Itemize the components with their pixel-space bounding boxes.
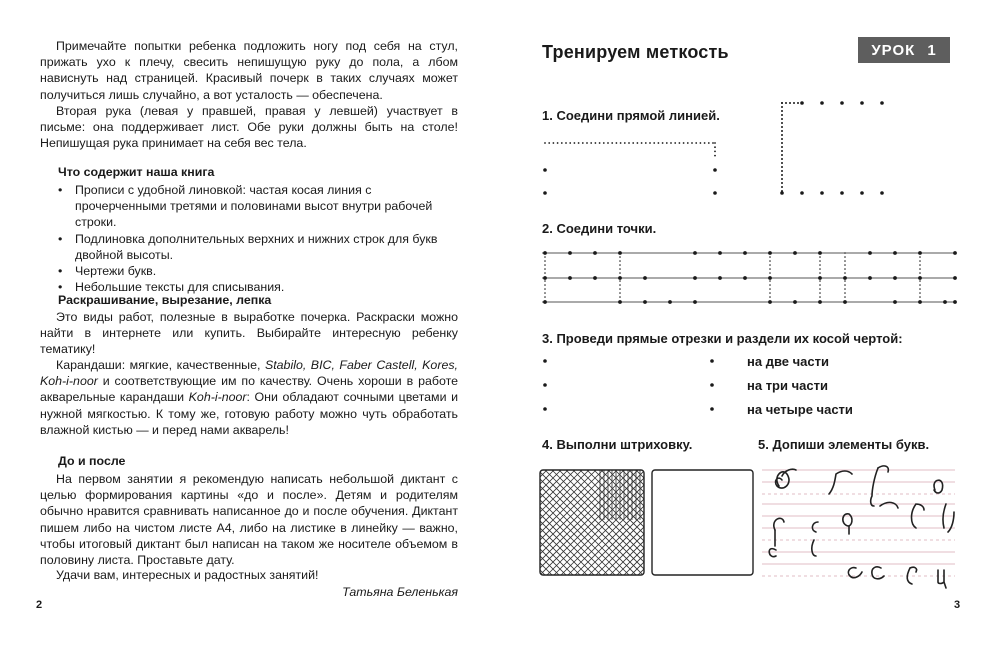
guide-dot xyxy=(860,101,864,105)
guide-dot xyxy=(919,264,921,266)
guide-dot xyxy=(781,114,783,116)
guide-dot xyxy=(781,110,783,112)
guide-dot xyxy=(769,284,771,286)
guide-dot xyxy=(868,276,872,280)
guide-dot xyxy=(619,268,621,270)
guide-dot xyxy=(619,296,621,298)
guide-dot xyxy=(844,300,846,302)
guide-dot xyxy=(860,191,864,195)
task-1-right-frame xyxy=(780,101,884,195)
guide-dot xyxy=(844,252,846,254)
guide-dot xyxy=(919,300,921,302)
guide-dot xyxy=(880,101,884,105)
guide-dot xyxy=(819,268,821,270)
author-signature: Татьяна Беленькая xyxy=(342,585,458,599)
task-5-letter-elements xyxy=(762,466,955,588)
guide-dot xyxy=(793,102,795,104)
guide-dot xyxy=(628,142,630,144)
guide-dot xyxy=(769,268,771,270)
guide-dot xyxy=(607,142,609,144)
guide-dot xyxy=(800,101,804,105)
guide-dot xyxy=(700,142,702,144)
hatch-line xyxy=(594,470,699,575)
pencils-paragraph: Карандаши: мягкие, качественные, Stabilo, BIC, Faber Castell, Kores, Koh-i-noor и соответствующие им по качеству. Очень хороши в работе акварельные карандаши Koh-i-noor: Они обладают сочными цветами и нужной мягкостью. К тому же, готовую работу можно чуть обработать влажной кистью — и перед нами акварель! xyxy=(40,358,458,437)
guide-dot xyxy=(819,252,821,254)
guide-dot xyxy=(781,126,783,128)
guide-dot xyxy=(712,142,714,144)
hatch-line xyxy=(601,470,706,575)
guide-dot xyxy=(544,296,546,298)
guide-dot xyxy=(714,155,716,157)
guide-dot xyxy=(718,251,722,255)
guide-dot xyxy=(781,106,783,108)
part-label-two: на две части xyxy=(747,354,829,369)
guide-dot xyxy=(781,142,783,144)
hatch-line xyxy=(500,470,552,575)
guide-dot xyxy=(781,146,783,148)
page-number-right: 3 xyxy=(954,599,961,611)
part-label-three: на три части xyxy=(747,378,828,393)
guide-dot xyxy=(670,142,672,144)
list-item: • Подлиновка дополнительных верхних и нижних строк для букв двойной высоты. xyxy=(58,231,458,263)
guide-dot xyxy=(649,142,651,144)
guide-dot xyxy=(781,162,783,164)
hatching-square-empty xyxy=(652,470,753,575)
page-number-left: 2 xyxy=(36,599,43,611)
guide-dot xyxy=(919,272,921,274)
guide-dot xyxy=(819,272,821,274)
guide-dot xyxy=(544,256,546,258)
guide-dot xyxy=(693,276,697,280)
guide-dot xyxy=(769,288,771,290)
guide-dot xyxy=(844,264,846,266)
hatch-lines xyxy=(500,470,762,575)
guide-dot xyxy=(781,166,783,168)
left-page xyxy=(0,0,500,651)
guide-dot xyxy=(603,142,605,144)
guide-dot xyxy=(619,284,621,286)
list-item: • Чертежи букв. xyxy=(58,263,458,279)
letter-element xyxy=(812,540,816,556)
guide-dot xyxy=(620,142,622,144)
guide-dot xyxy=(544,276,546,278)
guide-dot xyxy=(769,292,771,294)
guide-dot xyxy=(691,142,693,144)
guide-dot xyxy=(769,264,771,266)
guide-dot xyxy=(619,280,621,282)
guide-dot xyxy=(683,142,685,144)
guide-dot xyxy=(820,191,824,195)
guide-dot xyxy=(844,284,846,286)
part-label-four: на четыре части xyxy=(747,402,853,417)
hatch-line xyxy=(629,470,734,575)
lesson-word: УРОК xyxy=(871,41,916,59)
guide-dot xyxy=(590,142,592,144)
guide-dot xyxy=(714,142,716,144)
guide-dot xyxy=(880,191,884,195)
guide-dot xyxy=(844,292,846,294)
guide-dot xyxy=(781,154,783,156)
dictation-paragraph: На первом занятии я рекомендую написать небольшой диктант с целью формирования картины «до и после». Детям и родителям обычно нравится сравнивать написанное до и после обучения. Диктант пишем либо на чистом листе А4, либо на листике в линейку — важно, чтобы итоговый диктант был написан на таком же носителе объемом в половину листа. Проставьте дату. xyxy=(40,472,458,568)
guide-dot xyxy=(544,284,546,286)
crafts-heading: Раскрашивание, вырезание, лепка xyxy=(58,293,272,307)
guide-dot xyxy=(708,142,710,144)
letter-element xyxy=(938,570,946,588)
guide-dot xyxy=(743,251,747,255)
guide-dot xyxy=(769,276,771,278)
guide-dot xyxy=(919,276,921,278)
guide-dot xyxy=(840,191,844,195)
guide-dot xyxy=(544,300,546,302)
guide-dot xyxy=(844,260,846,262)
guide-dot xyxy=(785,102,787,104)
guide-dot xyxy=(769,272,771,274)
guide-dot xyxy=(769,296,771,298)
guide-dot xyxy=(893,300,897,304)
guide-dot xyxy=(919,292,921,294)
guide-dot xyxy=(893,251,897,255)
guide-dot xyxy=(714,151,716,153)
book-contents-list xyxy=(58,182,458,295)
guide-dot xyxy=(632,142,634,144)
guide-dot xyxy=(953,251,957,255)
letter-elements xyxy=(769,466,954,588)
guide-dot xyxy=(844,296,846,298)
guide-dot xyxy=(593,251,597,255)
guide-dot xyxy=(593,276,597,280)
guide-dot xyxy=(637,142,639,144)
guide-dot xyxy=(769,300,771,302)
guide-dot xyxy=(544,292,546,294)
guide-dot xyxy=(840,101,844,105)
guide-dot xyxy=(819,260,821,262)
guide-dot xyxy=(819,280,821,282)
guide-dot xyxy=(769,252,771,254)
letter-element xyxy=(872,567,884,579)
hatch-line xyxy=(500,470,603,575)
guide-dot xyxy=(679,142,681,144)
guide-dot xyxy=(781,150,783,152)
guide-dot xyxy=(781,102,783,104)
hatch-line xyxy=(650,470,755,575)
guide-dot xyxy=(619,252,621,254)
guide-dot xyxy=(919,284,921,286)
guide-dot xyxy=(695,142,697,144)
guide-dot xyxy=(714,146,716,148)
hatch-line xyxy=(622,470,727,575)
guide-dot xyxy=(789,102,791,104)
guide-dot xyxy=(653,142,655,144)
task-1-dots xyxy=(543,101,884,195)
page-title: Тренируем меткость xyxy=(542,42,729,62)
letter-element xyxy=(812,522,818,532)
hatch-line xyxy=(643,470,748,575)
guide-dot xyxy=(553,142,555,144)
guide-dot xyxy=(819,276,821,278)
guide-dot xyxy=(919,252,921,254)
guide-dot xyxy=(718,276,722,280)
guide-dot xyxy=(781,138,783,140)
handwriting-ruling xyxy=(762,470,955,576)
guide-dot xyxy=(844,276,846,278)
hatch-line xyxy=(645,470,750,575)
hatch-line xyxy=(500,470,589,575)
guide-dot xyxy=(619,264,621,266)
guide-dot xyxy=(820,101,824,105)
guide-dot xyxy=(780,191,784,195)
letter-element xyxy=(871,468,878,506)
guide-dot xyxy=(544,268,546,270)
guide-dot xyxy=(619,276,621,278)
guide-dot xyxy=(557,142,559,144)
hatch-line xyxy=(631,470,736,575)
guide-dot xyxy=(599,142,601,144)
guide-dot xyxy=(643,276,647,280)
guide-dot xyxy=(743,276,747,280)
guide-dot xyxy=(769,280,771,282)
guide-dot xyxy=(769,260,771,262)
guide-dot xyxy=(844,280,846,282)
guide-dot xyxy=(619,260,621,262)
hatch-line xyxy=(652,470,757,575)
guide-dot xyxy=(586,142,588,144)
letter-element xyxy=(878,466,888,472)
task-5-label: 5. Допиши элементы букв. xyxy=(758,437,930,452)
guide-dot xyxy=(800,191,804,195)
guide-dot xyxy=(819,284,821,286)
guide-dot xyxy=(819,288,821,290)
letter-element xyxy=(829,471,852,494)
guide-dot xyxy=(561,142,563,144)
guide-dot xyxy=(544,260,546,262)
guide-dot xyxy=(953,276,957,280)
hatch-line xyxy=(500,470,554,575)
guide-dot xyxy=(548,142,550,144)
guide-dot xyxy=(819,296,821,298)
guide-dot xyxy=(844,288,846,290)
guide-dot xyxy=(781,134,783,136)
hatch-line xyxy=(500,470,540,575)
guide-dot xyxy=(595,142,597,144)
before-after-heading: До и после xyxy=(58,454,126,468)
hatch-line xyxy=(500,470,545,575)
guide-dot xyxy=(674,142,676,144)
list-item: • Небольшие тексты для списывания. xyxy=(58,279,458,295)
exercise-drawings xyxy=(500,0,1001,651)
guide-dot xyxy=(582,142,584,144)
second-hand-paragraph: Вторая рука (левая у правшей, правая у левшей) участвует в письме: она поддерживает лист. Обе руки должны быть на столе! Непишущая рука принимает на себя вес тела. xyxy=(40,104,458,151)
guide-dot xyxy=(893,276,897,280)
task-3-label: 3. Проведи прямые отрезки и раздели их косой чертой: xyxy=(542,331,903,346)
guide-dot xyxy=(819,300,821,302)
guide-dot xyxy=(793,300,797,304)
guide-dot xyxy=(619,292,621,294)
guide-dot xyxy=(616,142,618,144)
guide-dot xyxy=(643,300,647,304)
guide-dot xyxy=(611,142,613,144)
guide-dot xyxy=(844,268,846,270)
guide-dot xyxy=(645,142,647,144)
guide-dot xyxy=(668,300,672,304)
guide-dot xyxy=(797,102,799,104)
task-4-label: 4. Выполни штриховку. xyxy=(542,437,693,452)
lesson-number: 1 xyxy=(927,41,937,59)
letter-element xyxy=(880,502,898,508)
guide-dot xyxy=(544,264,546,266)
guide-dot xyxy=(781,170,783,172)
guide-dot xyxy=(769,256,771,258)
guide-dot xyxy=(693,251,697,255)
guide-dot xyxy=(568,276,572,280)
guide-dot xyxy=(544,288,546,290)
guide-dot xyxy=(919,268,921,270)
guide-dot xyxy=(619,288,621,290)
guide-dot xyxy=(919,288,921,290)
guide-dot xyxy=(919,296,921,298)
task-1-label: 1. Соедини прямой линией. xyxy=(542,108,720,123)
guide-dot xyxy=(619,272,621,274)
guide-dot xyxy=(781,174,783,176)
crafts-paragraph: Это виды работ, полезные в выработке почерка. Раскраски можно найти в интернете или купить. Выбирайте интересную ребенку тематику! xyxy=(40,310,458,357)
guide-dot xyxy=(619,300,621,302)
guide-dot xyxy=(662,142,664,144)
guide-dot xyxy=(544,272,546,274)
guide-dot xyxy=(693,300,697,304)
hatch-line xyxy=(615,470,720,575)
guide-dot xyxy=(624,142,626,144)
guide-dot xyxy=(793,251,797,255)
guide-dot xyxy=(544,252,546,254)
guide-dot xyxy=(658,142,660,144)
guide-dot xyxy=(919,256,921,258)
guide-dot xyxy=(919,280,921,282)
hatch-line xyxy=(657,470,762,575)
guide-dot xyxy=(919,260,921,262)
guide-dot xyxy=(781,118,783,120)
guide-dot xyxy=(544,142,546,144)
guide-dot xyxy=(704,142,706,144)
guide-dot xyxy=(781,158,783,160)
guide-dot xyxy=(781,122,783,124)
guide-dot xyxy=(687,142,689,144)
guide-dot xyxy=(781,178,783,180)
guide-dot xyxy=(819,292,821,294)
guide-dot xyxy=(568,251,572,255)
guide-dot xyxy=(544,280,546,282)
intro-paragraph: Примечайте попытки ребенка подложить ногу под себя на стул, прижать ухо к плечу, свесить непишущую руку до пола, а лбом нависнуть над страницей. Красивый почерк в таких случаях может получиться лишь случайно, а вот усталость — обеспечена. xyxy=(40,39,458,102)
guide-dot xyxy=(569,142,571,144)
list-item: • Прописи с удобной линовкой: частая косая линия с прочерченными третями и половинами высот внутри рабочей строки. xyxy=(58,182,458,231)
task-3-dots xyxy=(543,359,714,411)
guide-dot xyxy=(781,186,783,188)
guide-dot xyxy=(819,264,821,266)
letter-element xyxy=(769,549,776,557)
guide-dot xyxy=(953,300,957,304)
guide-dot xyxy=(565,142,567,144)
guide-dot xyxy=(619,256,621,258)
guide-dot xyxy=(943,300,947,304)
task-2-label: 2. Соедини точки. xyxy=(542,221,657,236)
book-contents-heading: Что содержит наша книга xyxy=(58,165,215,179)
letter-element xyxy=(948,512,954,532)
guide-dot xyxy=(844,272,846,274)
wishes-paragraph: Удачи вам, интересных и радостных занятий! xyxy=(56,568,319,582)
task-2-lines xyxy=(542,251,957,304)
task-4-hatching xyxy=(500,470,762,575)
guide-dot xyxy=(666,142,668,144)
guide-dot xyxy=(641,142,643,144)
task-1-dotted-guide xyxy=(544,142,716,156)
hatch-line xyxy=(638,470,743,575)
guide-dot xyxy=(819,256,821,258)
guide-dot xyxy=(574,142,576,144)
guide-dot xyxy=(781,130,783,132)
guide-dot xyxy=(578,142,580,144)
guide-dot xyxy=(781,182,783,184)
right-page xyxy=(500,0,1001,651)
guide-dot xyxy=(844,256,846,258)
guide-dot xyxy=(868,251,872,255)
